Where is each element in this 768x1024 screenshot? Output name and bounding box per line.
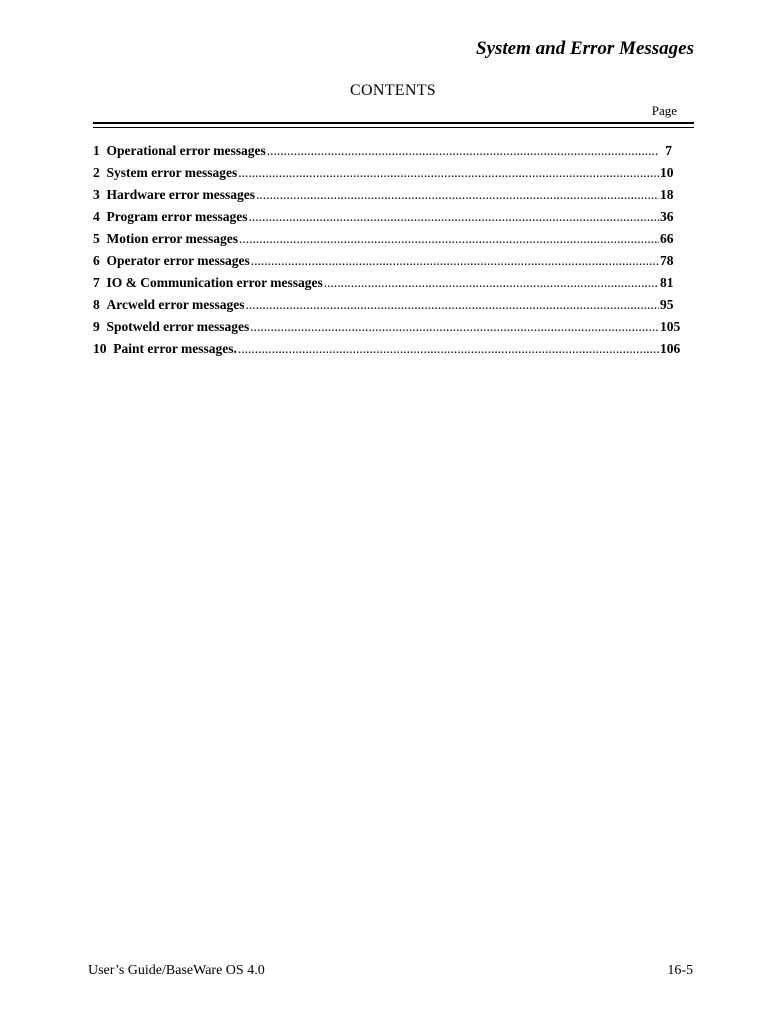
toc-entry-page: 105 xyxy=(660,319,681,334)
toc-entry-number: 1 xyxy=(93,143,100,158)
toc-leader-dots xyxy=(250,316,659,338)
toc-entry-number: 10 xyxy=(93,341,107,356)
toc-entry-label: Hardware error messages xyxy=(106,187,255,202)
toc-entry-label: Paint error messages. xyxy=(113,341,237,356)
toc-entry-10[interactable] xyxy=(93,338,681,360)
toc-entry-number: 5 xyxy=(93,231,100,246)
running-header-title: System and Error Messages xyxy=(476,38,694,59)
toc-entry-3[interactable] xyxy=(93,184,672,206)
toc-entry-page: 66 xyxy=(660,231,674,246)
toc-entry-page: 18 xyxy=(660,187,674,202)
toc-entry-page: 10 xyxy=(660,165,674,180)
contents-heading: CONTENTS xyxy=(350,82,436,99)
toc-leader-dots xyxy=(267,140,659,162)
toc-entry-page: 106 xyxy=(660,341,681,356)
toc-entry-5[interactable] xyxy=(93,228,672,250)
toc-entry-page: 95 xyxy=(660,297,674,312)
page-column-label: Page xyxy=(651,103,677,118)
toc-leader-dots xyxy=(238,162,659,184)
toc-entry-label: Operator error messages xyxy=(106,253,250,268)
toc-leader-dots xyxy=(251,250,659,272)
toc-entry-label: Arcweld error messages xyxy=(106,297,245,312)
toc-entry-number: 4 xyxy=(93,209,100,224)
table-of-contents xyxy=(93,140,681,360)
toc-entry-label: Spotweld error messages xyxy=(106,319,250,334)
toc-entry-page: 7 xyxy=(665,143,672,158)
toc-entry-page: 81 xyxy=(660,275,674,290)
toc-entry-6[interactable] xyxy=(93,250,672,272)
toc-entry-label: Operational error messages xyxy=(106,143,266,158)
toc-entry-label: Program error messages xyxy=(106,209,248,224)
toc-entry-number: 9 xyxy=(93,319,100,334)
toc-entry-number: 8 xyxy=(93,297,100,312)
toc-entry-number: 7 xyxy=(93,275,100,290)
toc-entry-page: 78 xyxy=(660,253,674,268)
toc-entry-label: IO & Communication error messages xyxy=(106,275,323,290)
toc-leader-dots xyxy=(256,184,659,206)
toc-entry-7[interactable] xyxy=(93,272,672,294)
toc-entry-4[interactable] xyxy=(93,206,672,228)
toc-entry-2[interactable] xyxy=(93,162,672,184)
toc-entry-number: 6 xyxy=(93,253,100,268)
toc-entry-8[interactable] xyxy=(93,294,672,316)
footer-document-title: User’s Guide/BaseWare OS 4.0 xyxy=(88,963,265,978)
toc-leader-dots xyxy=(248,206,659,228)
toc-leader-dots xyxy=(239,228,659,250)
toc-entry-label: Motion error messages xyxy=(106,231,238,246)
toc-leader-dots xyxy=(245,294,659,316)
toc-entry-label: System error messages xyxy=(106,165,238,180)
toc-entry-page: 36 xyxy=(660,209,674,224)
toc-entry-1[interactable] xyxy=(93,140,672,162)
toc-entry-9[interactable] xyxy=(93,316,681,338)
toc-entry-number: 3 xyxy=(93,187,100,202)
toc-leader-dots xyxy=(324,272,659,294)
contents-rule-thick xyxy=(93,122,694,124)
toc-entry-number: 2 xyxy=(93,165,100,180)
contents-rule-thin xyxy=(93,127,694,128)
footer-page-number: 16-5 xyxy=(667,963,693,978)
toc-leader-dots xyxy=(238,338,659,360)
